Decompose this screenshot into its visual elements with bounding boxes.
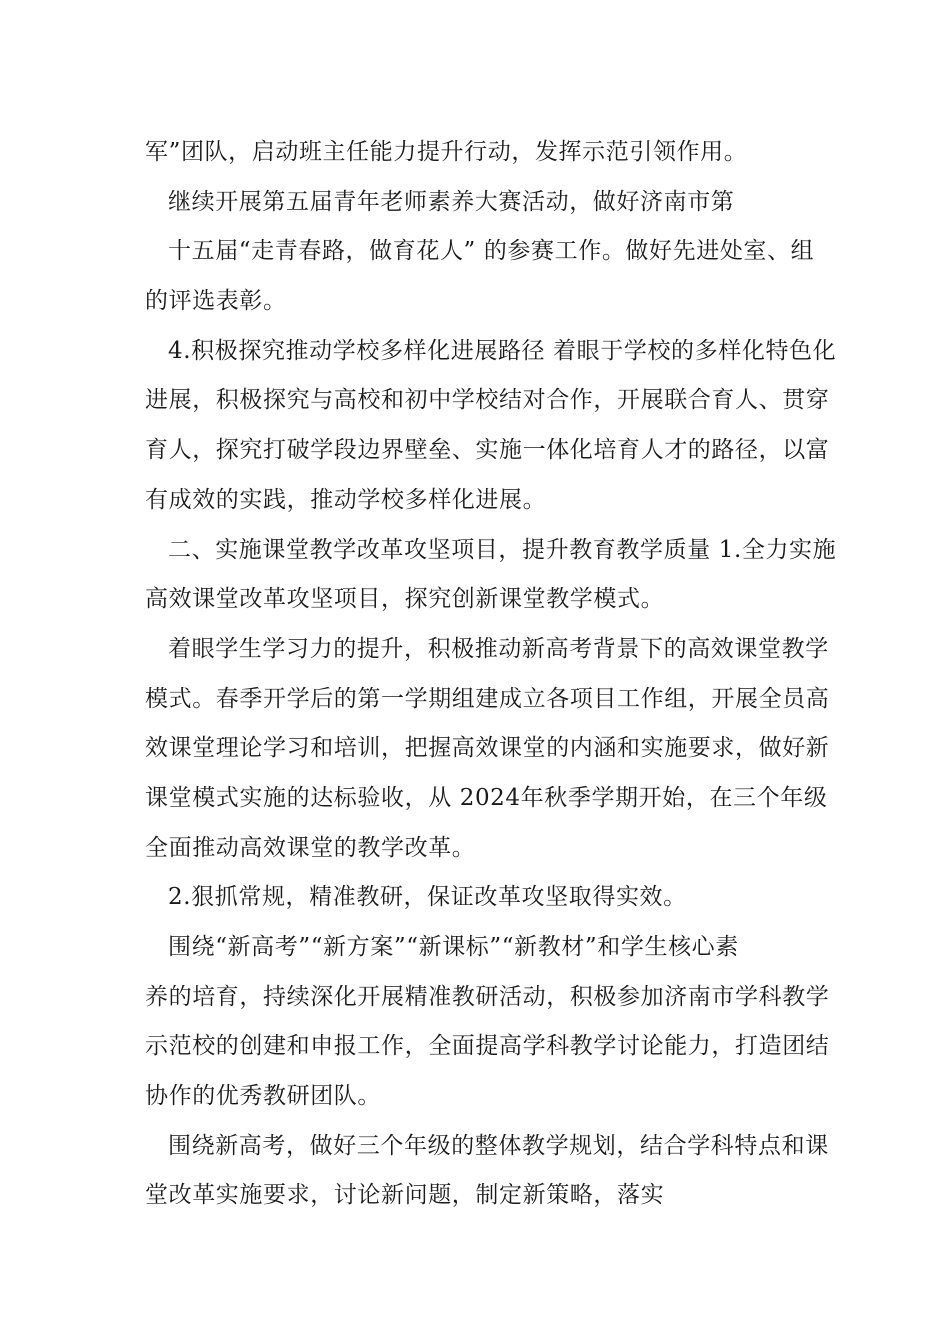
text-line: 高效课堂改革攻坚项目，探究创新课堂教学模式。 [145, 586, 665, 613]
text-line: 养的培育，持续深化开展精准教研活动，积极参加济南市学科教学 [145, 983, 830, 1010]
text-line: 课堂模式实施的达标验收，从 2024年秋季学期开始，在三个年级 [145, 784, 828, 811]
text-line: 全面推动高效课堂的教学改革。 [145, 834, 476, 861]
text-line: 着眼学生学习力的提升，积极推动新高考背景下的高效课堂教学 [168, 635, 829, 662]
text-line: 二、实施课堂教学改革攻坚项目，提升教育教学质量 1.全力实施 [168, 536, 837, 563]
text-line: 继续开展第五届青年老师素养大赛活动，做好济南市第 [168, 188, 735, 215]
document-body [145, 128, 837, 1221]
text-line: 围绕新高考，做好三个年级的整体教学规划，结合学科特点和课 [168, 1132, 829, 1159]
text-line: 堂改革实施要求，讨论新问题，制定新策略，落实 [145, 1182, 665, 1209]
text-line: 军”团队，启动班主任能力提升行动，发挥示范引领作用。 [145, 139, 748, 165]
text-line: 示范校的创建和申报工作，全面提高学科教学讨论能力，打造团结 [145, 1033, 830, 1060]
text-line: 效课堂理论学习和培训，把握高效课堂的内涵和实施要求，做好新 [145, 735, 830, 762]
text-line: 围绕“新高考”“新方案”“新课标”“新教材”和学生核心素 [168, 934, 739, 960]
text-line: 2.狠抓常规，精准教研，保证改革攻坚取得实效。 [168, 884, 687, 911]
text-line: 进展，积极探究与高校和初中学校结对合作，开展联合育人、贯穿 [145, 387, 830, 414]
text-line: 的评选表彰。 [145, 288, 287, 315]
text-line: 十五届“走青春路，做育花人” 的参赛工作。做好先进处室、组 [168, 238, 815, 265]
text-line: 模式。春季开学后的第一学期组建成立各项目工作组，开展全员高 [145, 685, 830, 712]
text-line: 协作的优秀教研团队。 [145, 1083, 381, 1110]
text-line: 4.积极探究推动学校多样化进展路径 着眼于学校的多样化特色化 [168, 337, 837, 364]
text-line: 有成效的实践，推动学校多样化进展。 [145, 486, 547, 513]
text-line: 育人，探究打破学段边界壁垒、实施一体化培育人才的路径，以富 [145, 437, 830, 464]
